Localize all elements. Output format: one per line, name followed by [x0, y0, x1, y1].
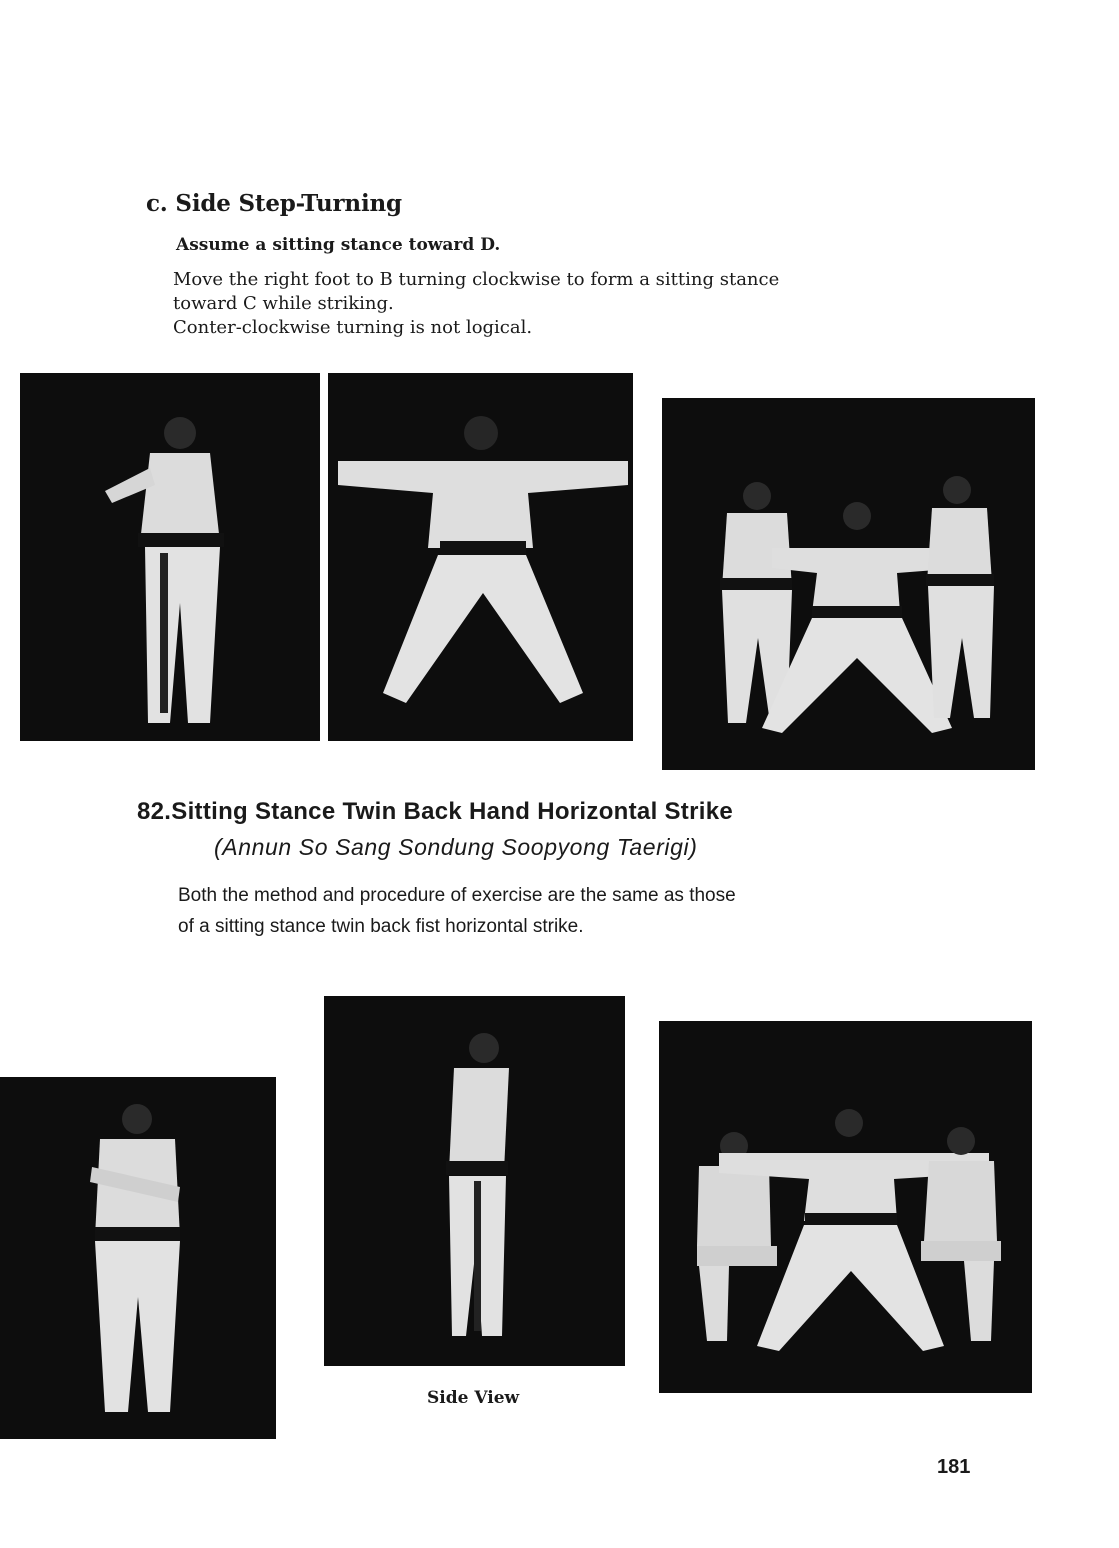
photo-twin-backhand-side-view: [324, 996, 625, 1366]
section-body: [173, 268, 933, 340]
section-heading: c. Side Step-Turning: [146, 190, 402, 217]
photo-twin-backhand-3: [659, 1021, 1032, 1393]
photo-side-step-3: [662, 398, 1035, 770]
photo-caption: Side View: [427, 1388, 520, 1408]
figure-side-view: [324, 996, 625, 1366]
item-body-line: Both the method and procedure of exercise are the same as those: [178, 885, 736, 906]
item-subtitle: (Annun So Sang Sondung Soopyong Taerigi): [214, 834, 698, 860]
section-lead: Assume a sitting stance toward D.: [176, 235, 501, 255]
item-title: 82.Sitting Stance Twin Back Hand Horizontal Strike: [137, 798, 734, 825]
section-body-line: Conter-clockwise turning is not logical.: [173, 317, 533, 338]
figure-side-stance: [20, 373, 320, 741]
section-body-line: toward C while striking.: [173, 293, 394, 314]
figure-group-three: [662, 398, 1035, 770]
photo-twin-backhand-1: [0, 1077, 276, 1439]
figure-back-view-arms-out: [328, 373, 633, 741]
figure-front-arms-crossed: [0, 1077, 276, 1439]
page-number: 181: [937, 1456, 971, 1478]
figure-group-seated: [659, 1021, 1032, 1393]
photo-side-step-2: [328, 373, 633, 741]
item-body-line: of a sitting stance twin back fist horizontal strike.: [178, 916, 584, 937]
item-body: [178, 880, 938, 942]
photo-side-step-1: [20, 373, 320, 741]
section-body-line: Move the right foot to B turning clockwise to form a sitting stance: [173, 269, 780, 290]
